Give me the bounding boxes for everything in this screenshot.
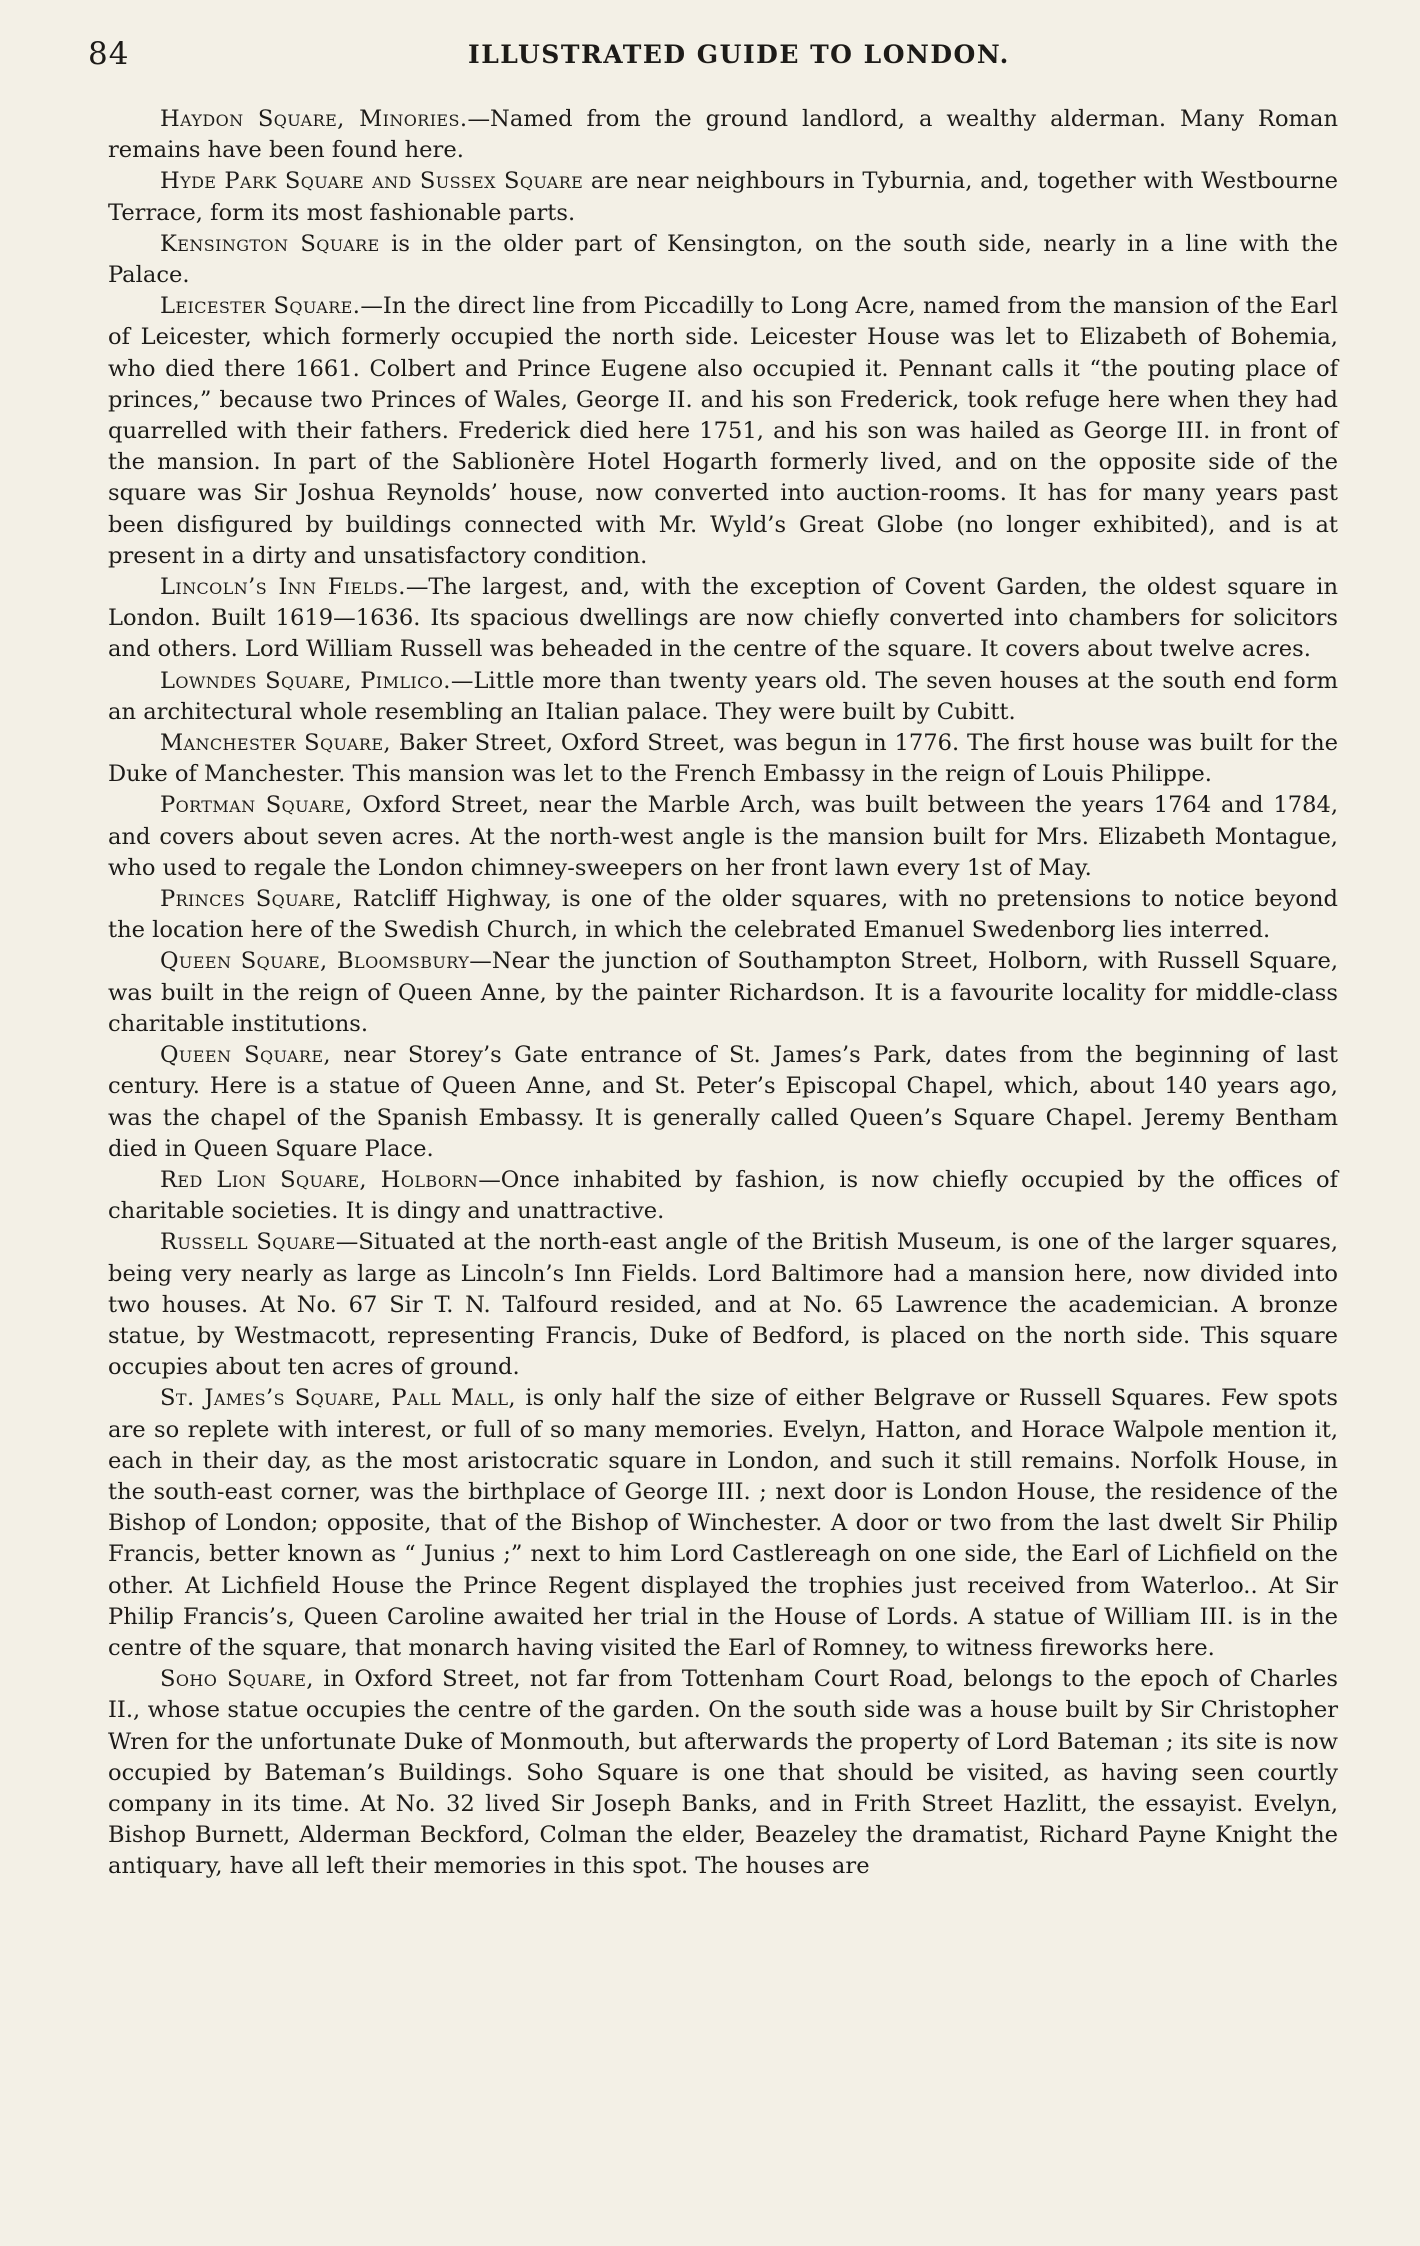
entry-heading: Queen Square, bbox=[160, 1042, 331, 1069]
entry-text: —Named from the ground landlord, a wealthy alderman. Many Roman remains have been found here. bbox=[108, 106, 1338, 164]
entry-heading: Portman Square, bbox=[160, 792, 353, 819]
entry-heading: Haydon Square, Minories. bbox=[160, 106, 468, 132]
running-title: ILLUSTRATED GUIDE TO LONDON. bbox=[468, 40, 1010, 69]
entry-text: are near neighbours in Tyburnia, and, together with Westbourne Terrace, form its most fashionable parts. bbox=[108, 168, 1338, 226]
body-text bbox=[108, 104, 1338, 2124]
entry-heading: Red Lion Square, Holborn bbox=[160, 1166, 479, 1193]
entry-st-jamess-square bbox=[108, 1383, 1338, 1664]
entry-text: Oxford Street, near the Marble Arch, was built between the years 1764 and 1784, and covers about seven acres. At the north-west angle is the mansion built for Mrs. Elizabeth Montague, who used to regale the London chimney-sweepers on her front lawn every 1st of May. bbox=[108, 792, 1338, 881]
entry-text: near Storey’s Gate entrance of St. James’s Park, dates from the beginning of last century. Here is a statue of Queen Anne, and St. Peter’s Episcopal Chapel, which, about 140 years ago, was the chapel of the Spanish Embassy. It is generally called Queen’s Square Chapel. Jeremy Bentham died in Queen Square Place. bbox=[108, 1042, 1338, 1162]
entry-heading: Princes Square, bbox=[160, 886, 343, 913]
entry-heading: Queen Square, Bloomsbury bbox=[160, 948, 470, 975]
entry-heading: Manchester Square, bbox=[160, 730, 392, 757]
entry-text: Ratcliff Highway, is one of the older squares, with no pretensions to notice beyond the location here of the Swedish Church, in which the celebrated Emanuel Swedenborg lies interred. bbox=[108, 886, 1338, 944]
entry-text: Baker Street, Oxford Street, was begun in 1776. The first house was built for the Duke of Manchester. This mansion was let to the French Embassy in the reign of Louis Philippe. bbox=[108, 730, 1339, 788]
entry-haydon-square bbox=[108, 104, 1338, 166]
entry-text: —Near the junction of Southampton Street, Holborn, with Russell Square, was built in the reign of Queen Anne, by the painter Richardson. It is a favourite locality for middle-class charitable institutions. bbox=[108, 948, 1338, 1037]
entry-heading: Hyde Park Square and Sussex Square bbox=[160, 168, 584, 195]
entry-text: in Oxford Street, not far from Tottenham Court Road, belongs to the epoch of Charles II., whose statue occupies the centre of the garden. On the south side was a house built by Sir Christopher Wren for the unfortunate Duke of Monmouth, but afterwards the property of Lord Bateman ; its site is now occupied by Bateman’s Buildings. Soho Square is one that should be visited, as having seen courtly company in its time. At No. 32 lived Sir Joseph Banks, and in Frith Street Hazlitt, the essayist. Evelyn, Bishop Burnett, Alderman Beckford, Colman the elder, Beazeley the dramatist, Richard Payne Knight the antiquary, have all left their memories in this spot. The houses are bbox=[108, 1666, 1338, 1880]
entry-kensington-square bbox=[108, 229, 1338, 291]
entry-heading: Soho Square, bbox=[160, 1666, 314, 1693]
entry-manchester-square bbox=[108, 728, 1338, 790]
entry-hyde-park-square bbox=[108, 166, 1338, 228]
entry-text: —In the direct line from Piccadilly to Long Acre, named from the mansion of the Earl of Leicester, which formerly occupied the north side. Leicester House was let to Elizabeth of Bohemia, who died there 1661. Colbert and Prince Eugene also occupied it. Pennant calls it “the pouting place of princes,” because two Princes of Wales, George II. and his son Frederick, took refuge here when they had quarrelled with their fathers. Frederick died here 1751, and his son was hailed as George III. in front of the mansion. In part of the Sablionère Hotel Hogarth formerly lived, and on the opposite side of the square was Sir Joshua Reynolds’ house, now converted into auction-rooms. It has for many years past been disfigured by buildings connected with Mr. Wyld’s Great Globe (no longer exhibited), and is at present in a dirty and unsatisfactory condition. bbox=[108, 293, 1338, 569]
entry-text: —Situated at the north-east angle of the British Museum, is one of the larger squares, being very nearly as large as Lincoln’s Inn Fields. Lord Baltimore had a mansion here, now divided into two houses. At No. 67 Sir T. N. Talfourd resided, and at No. 65 Lawrence the academician. A bronze statue, by Westmacott, representing Francis, Duke of Bedford, is placed on the north side. This square occupies about ten acres of ground. bbox=[108, 1229, 1338, 1381]
entry-lowndes-square bbox=[108, 666, 1338, 728]
entry-text: —Once inhabited by fashion, is now chiefly occupied by the offices of charitable societies. It is dingy and unattractive. bbox=[108, 1166, 1338, 1225]
entry-russell-square bbox=[108, 1227, 1338, 1383]
entry-leicester-square bbox=[108, 291, 1338, 572]
entry-text: is in the older part of Kensington, on the south side, nearly in a line with the Palace. bbox=[108, 230, 1338, 289]
entry-text: is only half the size of either Belgrave or Russell Squares. Few spots are so replete with interest, or full of so many memories. Evelyn, Hatton, and Horace Walpole mention it, each in their day, as the most aristocratic square in London, and such it still remains. Norfolk House, in the south-east corner, was the birthplace of George III. ; next door is London House, the residence of the Bishop of London; opposite, that of the Bishop of Winchester. A door or two from the last dwelt Sir Philip Francis, better known as “ Junius ;” next to him Lord Castlereagh on one side, the Earl of Lichfield on the other. At Lichfield House the Prince Regent displayed the trophies just received from Waterloo.. At Sir Philip Francis’s, Queen Caroline awaited her trial in the House of Lords. A statue of William III. is in the centre of the square, that monarch having visited the Earl of Romney, to witness fireworks here. bbox=[108, 1385, 1338, 1661]
running-head bbox=[88, 36, 1338, 76]
entry-portman-square bbox=[108, 790, 1338, 884]
entry-heading: Lincoln’s Inn Fields. bbox=[160, 574, 406, 601]
entry-heading: Lowndes Square, Pimlico. bbox=[160, 667, 451, 694]
entry-queen-square-bloomsbury bbox=[108, 946, 1338, 1040]
entry-soho-square bbox=[108, 1664, 1338, 1882]
entry-queen-square-westminster bbox=[108, 1040, 1338, 1165]
entry-red-lion-square bbox=[108, 1165, 1338, 1227]
entry-heading: Russell Square bbox=[160, 1229, 336, 1256]
entry-text: —Little more than twenty years old. The seven houses at the south end form an architectural whole resembling an Italian palace. They were built by Cubitt. bbox=[108, 667, 1338, 725]
entry-text: —The largest, and, with the exception of Covent Garden, the oldest square in London. Built 1619—1636. Its spacious dwellings are now chiefly converted into chambers for solicitors and others. Lord William Russell was beheaded in the centre of the square. It covers about twelve acres. bbox=[108, 574, 1338, 663]
page-number: 84 bbox=[88, 36, 130, 72]
entry-lincolns-inn-fields bbox=[108, 572, 1338, 666]
entry-heading: St. James’s Square, Pall Mall, bbox=[160, 1385, 516, 1412]
entry-princes-square bbox=[108, 884, 1338, 946]
entry-heading: Kensington Square bbox=[160, 230, 380, 257]
entry-heading: Leicester Square. bbox=[160, 293, 361, 320]
